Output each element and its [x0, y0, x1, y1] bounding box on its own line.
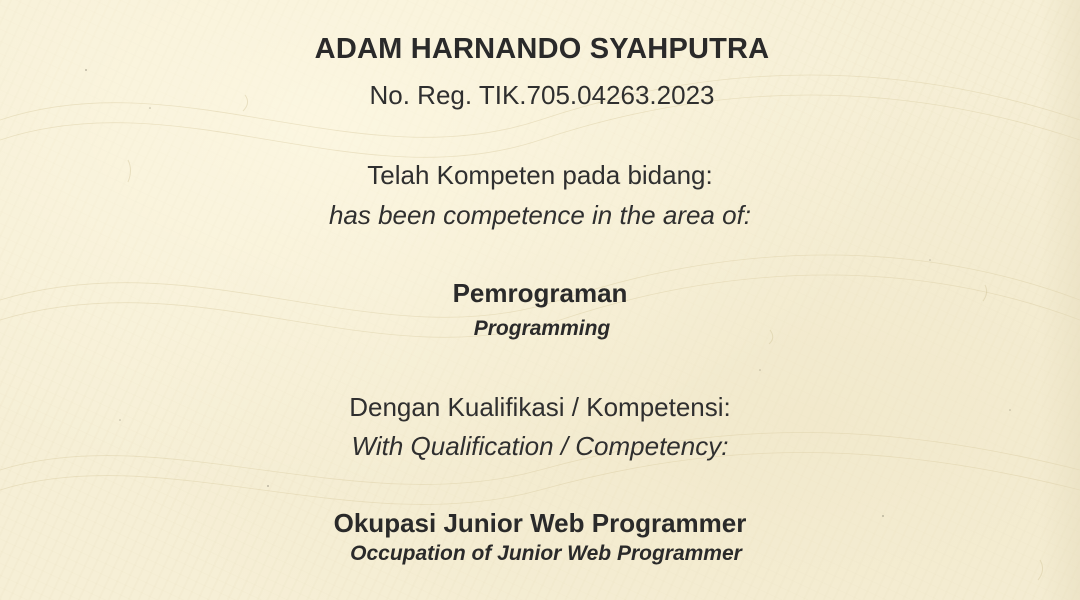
holder-name: ADAM HARNANDO SYAHPUTRA [314, 33, 770, 65]
qualification-intro-english: With Qualification / Competency: [351, 431, 729, 461]
field-indonesian: Pemrograman [452, 278, 628, 308]
field-english: Programming [473, 317, 611, 340]
qualification-intro-indonesian: Dengan Kualifikasi / Kompetensi: [349, 392, 731, 422]
occupation-indonesian: Okupasi Junior Web Programmer [333, 508, 747, 538]
competence-intro-indonesian: Telah Kompeten pada bidang: [367, 160, 713, 190]
registration-number: No. Reg. TIK.705.04263.2023 [369, 80, 715, 110]
competence-intro-english: has been competence in the area of: [328, 200, 752, 230]
occupation-english: Occupation of Junior Web Programmer [350, 542, 742, 565]
